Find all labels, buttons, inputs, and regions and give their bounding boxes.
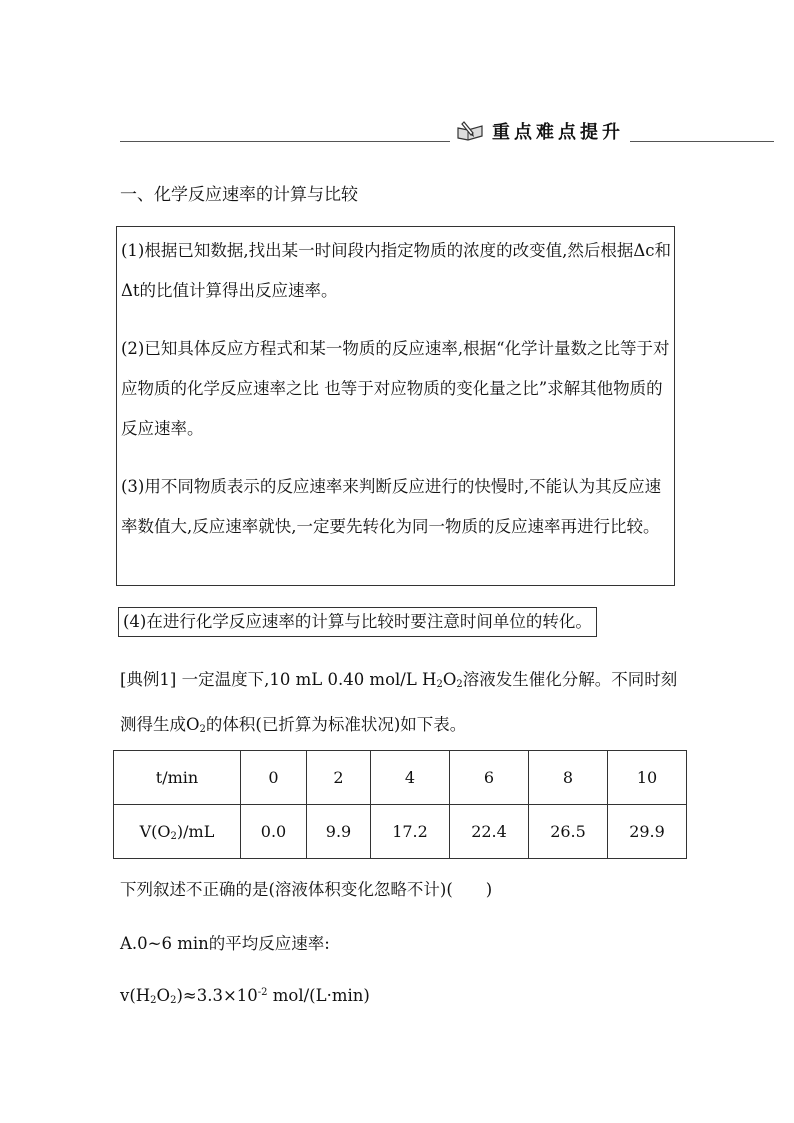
method-point-1: (1)根据已知数据,找出某一时间段内指定物质的浓度的改变值,然后根据Δc和Δt的比值计算得出反应速率。: [121, 241, 672, 300]
table-cell: 6: [450, 751, 529, 805]
method-box: [116, 226, 675, 586]
subscript: 2: [436, 679, 443, 690]
table-cell: 26.5: [529, 805, 608, 859]
formula-text: v(H: [120, 986, 151, 1005]
option-a: A.0~6 min的平均反应速率:: [120, 934, 330, 953]
method-point-2: (2)已知具体反应方程式和某一物质的反应速率,根据“化学计量数之比等于对应物质的化学反应速率之比 也等于对应物质的变化量之比”求解其他物质的反应速率。: [121, 339, 670, 438]
table-cell: 29.9: [608, 805, 687, 859]
table-row-label: t/min: [114, 751, 241, 805]
pen-book-icon: [456, 120, 484, 142]
table-cell: 0: [241, 751, 307, 805]
formula-text: )≈3.3×10: [176, 986, 258, 1005]
example-paragraph: [120, 660, 680, 750]
table-row: [114, 751, 687, 805]
subscript: 2: [199, 724, 206, 735]
table-cell: 22.4: [450, 805, 529, 859]
section-title: 一、化学反应速率的计算与比较: [120, 185, 358, 205]
table-cell: 2: [307, 751, 371, 805]
data-table: [113, 750, 687, 859]
section-header: [120, 118, 774, 148]
method-point-3: (3)用不同物质表示的反应速率来判断反应进行的快慢时,不能认为其反应速率数值大,反应速率就快,一定要先转化为同一物质的反应速率再进行比较。: [121, 477, 662, 536]
table-cell: 10: [608, 751, 687, 805]
subscript: 2: [456, 679, 463, 690]
table-row: [114, 805, 687, 859]
table-cell: 8: [529, 751, 608, 805]
header-rule: [120, 141, 774, 142]
formula-text: mol/(L·min): [267, 986, 370, 1005]
example-text: 的体积(已折算为标准状况)如下表。: [205, 715, 467, 734]
header-title: 重点难点提升: [492, 122, 624, 143]
label-text: V(O: [139, 821, 171, 841]
example-text: 溶液发生催化分解。不同时刻测得生成O: [120, 670, 678, 734]
table-row-label: [114, 805, 241, 859]
subscript: 2: [170, 995, 177, 1006]
question-text: 下列叙述不正确的是(溶液体积变化忽略不计)( ): [120, 880, 493, 899]
table-cell: 17.2: [371, 805, 450, 859]
subscript: 2: [170, 830, 177, 842]
example-text: [典例1] 一定温度下,10 mL 0.40 mol/L H: [120, 670, 437, 689]
option-a-formula: [120, 986, 370, 1006]
subscript: 2: [150, 995, 157, 1006]
method-note-box: (4)在进行化学反应速率的计算与比较时要注意时间单位的转化。: [118, 607, 597, 637]
table-cell: 0.0: [241, 805, 307, 859]
formula-text: O: [156, 986, 171, 1005]
label-text: )/mL: [176, 821, 215, 841]
superscript: -2: [257, 987, 268, 998]
table-cell: 9.9: [307, 805, 371, 859]
table-cell: 4: [371, 751, 450, 805]
header-banner: [450, 120, 630, 142]
example-text: O: [442, 670, 457, 689]
